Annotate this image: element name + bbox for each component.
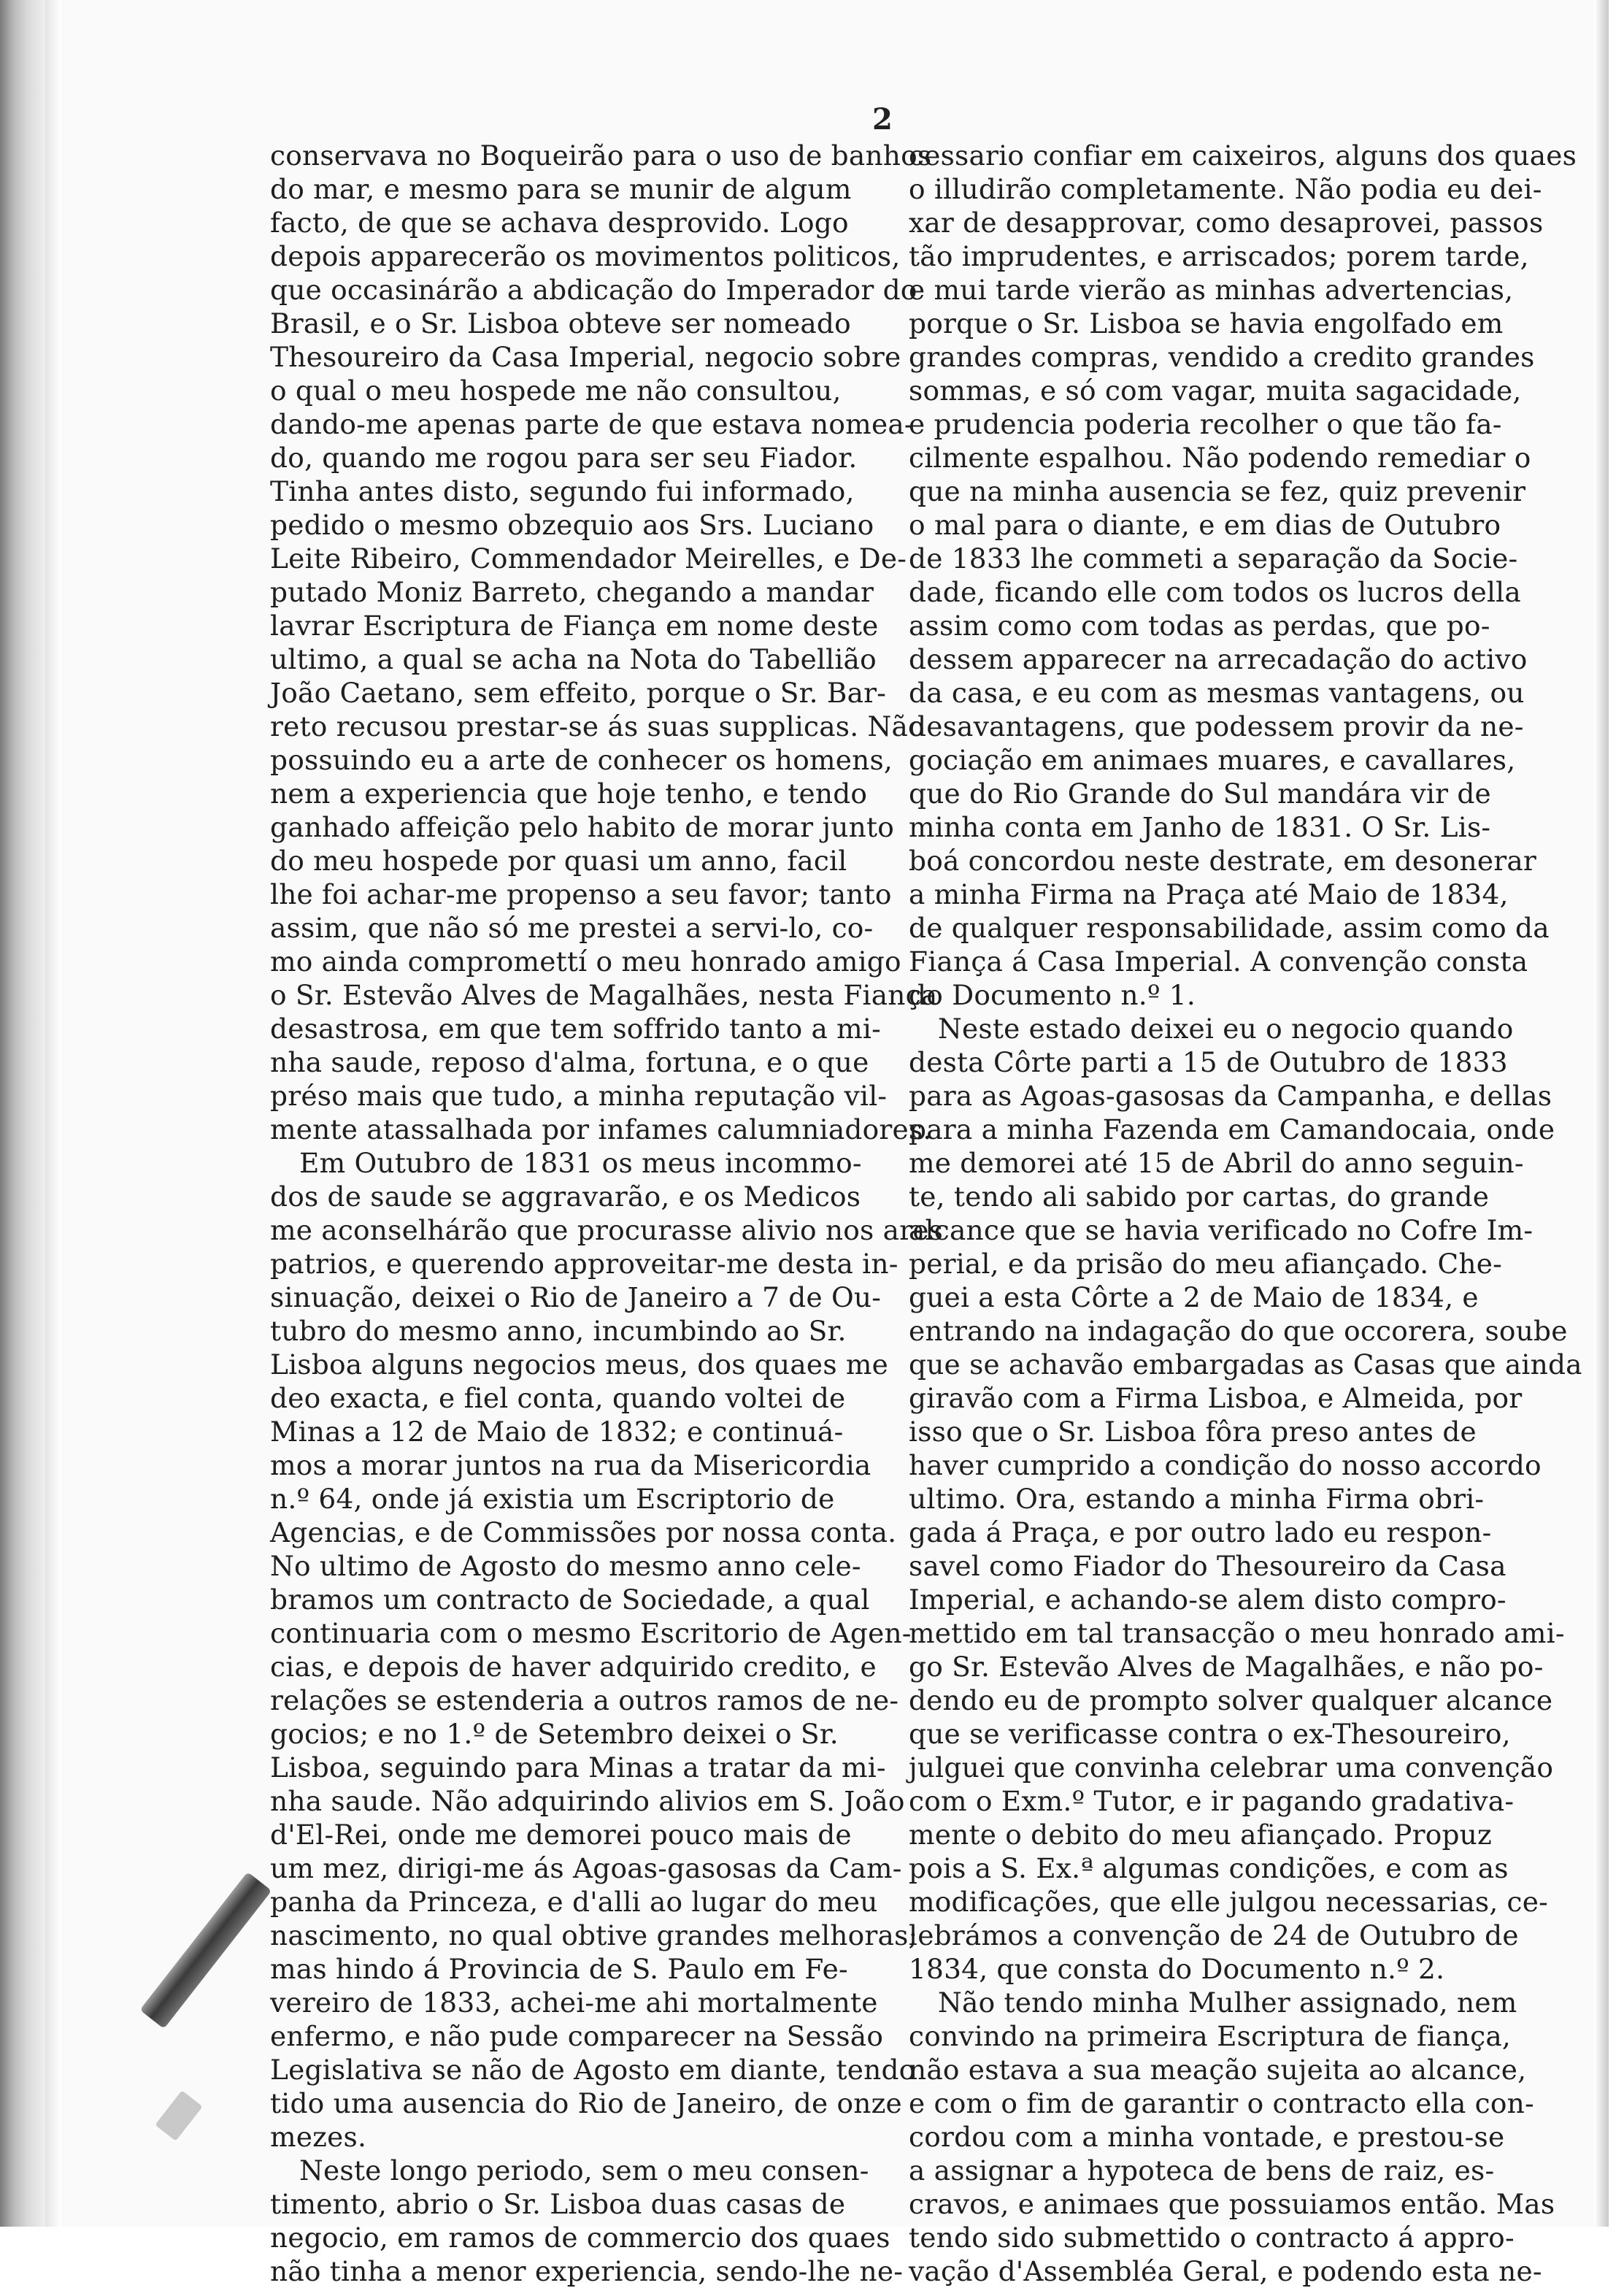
- text-line: que se achavão embargadas as Casas que ainda: [909, 1348, 1582, 1381]
- text-line: a minha Firma na Praça até Maio de 1834,: [909, 878, 1509, 910]
- text-line: mente atassalhada por infames calumniadores.: [270, 1113, 932, 1145]
- text-line: do, quando me rogou para ser seu Fiador.: [270, 442, 858, 474]
- text-line: e prudencia poderia recolher o que tão fa-: [909, 408, 1502, 440]
- text-line: o illudirão completamente. Não podia eu dei-: [909, 173, 1542, 205]
- text-line: conservava no Boqueirão para o uso de banhos: [270, 139, 932, 172]
- text-line: Agencias, e de Commissões por nossa conta.: [270, 1516, 897, 1548]
- text-line: dessem apparecer na arrecadação do activo: [909, 643, 1528, 675]
- text-line: do mar, e mesmo para se munir de algum: [270, 173, 852, 205]
- text-line: reto recusou prestar-se ás suas supplicas. Não: [270, 710, 925, 742]
- book-binding: [0, 0, 45, 2227]
- text-line: dando-me apenas parte de que estava nomea-: [270, 408, 914, 440]
- text-line: boá concordou neste destrate, em desonerar: [909, 845, 1537, 877]
- text-line: Neste estado deixei eu o negocio quando: [938, 1013, 1514, 1045]
- right-column: [909, 139, 1582, 2288]
- text-line: Lisboa alguns negocios meus, dos quaes me: [270, 1348, 889, 1381]
- text-line: lavrar Escriptura de Fiança em nome deste: [270, 610, 879, 642]
- paragraph: [909, 139, 1577, 1012]
- text-line: cordou com a minha vontade, e prestou-se: [909, 2121, 1505, 2153]
- text-line: desta Côrte parti a 15 de Outubro de 1833: [909, 1046, 1508, 1078]
- text-line: No ultimo de Agosto do mesmo anno cele-: [270, 1550, 861, 1582]
- text-line: que do Rio Grande do Sul mandára vir de: [909, 778, 1491, 810]
- text-line: dendo eu de prompto solver qualquer alcance: [909, 1684, 1553, 1716]
- text-line: modificações, que elle julgou necessarias, ce-: [909, 1886, 1549, 1918]
- text-line: continuaria com o mesmo Escritorio de Agen-: [270, 1617, 912, 1649]
- text-line: patrios, e querendo approveitar-me desta in-: [270, 1248, 898, 1280]
- text-line: com o Exm.º Tutor, e ir pagando gradativa-: [909, 1785, 1515, 1817]
- paragraph: [909, 1012, 1582, 1986]
- text-line: grandes compras, vendido a credito grandes: [909, 341, 1535, 373]
- text-line: Thesoureiro da Casa Imperial, negocio sobre: [270, 341, 901, 373]
- text-line: da casa, e eu com as mesmas vantagens, ou: [909, 677, 1525, 709]
- text-line: um mez, dirigi-me ás Agoas-gasosas da Cam-: [270, 1852, 902, 1884]
- text-line: 1834, que consta do Documento n.º 2.: [909, 1953, 1445, 1985]
- text-line: ultimo. Ora, estando a minha Firma obri-: [909, 1483, 1485, 1515]
- text-line: desastrosa, em que tem soffrido tanto a mi-: [270, 1013, 881, 1045]
- text-line: relações se estenderia a outros ramos de ne-: [270, 1684, 899, 1716]
- text-line: n.º 64, onde já existia um Escriptorio de: [270, 1483, 835, 1515]
- text-line: Minas a 12 de Maio de 1832; e continuá-: [270, 1416, 844, 1448]
- text-line: go Sr. Estevão Alves de Magalhães, e não po-: [909, 1651, 1544, 1683]
- text-line: mo ainda compromettí o meu honrado amigo: [270, 945, 901, 978]
- paragraph: [909, 1986, 1555, 2288]
- text-line: assim, que não só me prestei a servi-lo, co-: [270, 912, 874, 944]
- text-line: do Documento n.º 1.: [909, 979, 1196, 1011]
- text-line: convindo na primeira Escriptura de fiança,: [909, 2020, 1512, 2052]
- text-line: porque o Sr. Lisboa se havia engolfado em: [909, 307, 1504, 339]
- text-line: guei a esta Côrte a 2 de Maio de 1834, e: [909, 1281, 1479, 1313]
- text-line: para as Agoas-gasosas da Campanha, e dellas: [909, 1080, 1552, 1112]
- text-line: tubro do mesmo anno, incumbindo ao Sr.: [270, 1315, 847, 1347]
- text-line: a assignar a hypoteca de bens de raiz, es-: [909, 2154, 1495, 2187]
- text-line: para a minha Fazenda em Camandocaia, onde: [909, 1113, 1555, 1145]
- left-column: [270, 139, 944, 2288]
- text-line: Brasil, e o Sr. Lisboa obteve ser nomeado: [270, 307, 851, 339]
- text-line: d'El-Rei, onde me demorei pouco mais de: [270, 1819, 852, 1851]
- text-line: do meu hospede por quasi um anno, facil: [270, 845, 847, 877]
- text-line: savel como Fiador do Thesoureiro da Casa: [909, 1550, 1506, 1582]
- text-line: depois apparecerão os movimentos politicos,: [270, 240, 901, 272]
- text-line: tão imprudentes, e arriscados; porem tarde,: [909, 240, 1529, 272]
- text-line: me aconselhárão que procurasse alivio nos ares: [270, 1214, 944, 1246]
- page-number: 2: [872, 102, 893, 137]
- text-line: Leite Ribeiro, Commendador Meirelles, e De-: [270, 542, 907, 575]
- text-line: mettido em tal transacção o meu honrado ami-: [909, 1617, 1565, 1649]
- text-line: desavantagens, que podessem provir da ne-: [909, 710, 1524, 742]
- text-line: Neste longo periodo, sem o meu consen-: [299, 2154, 869, 2187]
- text-line: perial, e da prisão do meu afiançado. Che-: [909, 1248, 1503, 1280]
- page-edge-shadow: [1594, 0, 1609, 2227]
- text-line: não tinha a menor experiencia, sendo-lhe ne-: [270, 2255, 904, 2287]
- text-line: que occasinárão a abdicação do Imperador do: [270, 274, 917, 306]
- text-line: putado Moniz Barreto, chegando a mandar: [270, 576, 874, 608]
- text-line: julguei que convinha celebrar uma convenção: [909, 1751, 1554, 1784]
- text-line: Em Outubro de 1831 os meus incommo-: [299, 1147, 862, 1179]
- text-line: sinuação, deixei o Rio de Janeiro a 7 de Ou-: [270, 1281, 882, 1313]
- text-line: pedido o mesmo obzequio aos Srs. Luciano: [270, 509, 874, 541]
- text-line: gociação em animaes muares, e cavallares,: [909, 744, 1516, 776]
- text-line: que se verificasse contra o ex-Thesoureiro,: [909, 1718, 1511, 1750]
- text-line: cravos, e animaes que possuiamos então. Mas: [909, 2188, 1555, 2220]
- text-line: nascimento, no qual obtive grandes melhoras;: [270, 1919, 918, 1951]
- text-line: haver cumprido a condição do nosso accordo: [909, 1449, 1542, 1481]
- text-line: te, tendo ali sabido por cartas, do grande: [909, 1181, 1490, 1213]
- text-line: lhe foi achar-me propenso a seu favor; tanto: [270, 878, 892, 910]
- text-line: panha da Princeza, e d'alli ao lugar do meu: [270, 1886, 878, 1918]
- text-line: Lisboa, seguindo para Minas a tratar da mi-: [270, 1751, 886, 1784]
- text-line: dos de saude se aggravarão, e os Medicos: [270, 1181, 861, 1213]
- text-line: mos a morar juntos na rua da Misericordia: [270, 1449, 871, 1481]
- text-line: assim como com todas as perdas, que po-: [909, 610, 1490, 642]
- text-line: ultimo, a qual se acha na Nota do Tabellião: [270, 643, 877, 675]
- text-line: pois a S. Ex.ª algumas condições, e com as: [909, 1852, 1509, 1884]
- text-line: nem a experiencia que hoje tenho, e tendo: [270, 778, 868, 810]
- text-line: mas hindo á Provincia de S. Paulo em Fe-: [270, 1953, 848, 1985]
- text-line: o qual o meu hospede me não consultou,: [270, 375, 842, 407]
- text-line: cessario confiar em caixeiros, alguns dos quaes: [909, 139, 1577, 172]
- text-line: xar de desapprovar, como desaprovei, passos: [909, 207, 1544, 239]
- text-line: o Sr. Estevão Alves de Magalhães, nesta Fiança: [270, 979, 938, 1011]
- paragraph: [270, 139, 938, 1146]
- text-line: ganhado affeição pelo habito de morar junto: [270, 811, 895, 843]
- text-line: mezes.: [270, 2121, 367, 2153]
- text-line: nha saude. Não adquirindo alivios em S. João: [270, 1785, 905, 1817]
- text-line: cias, e depois de haver adquirido credito, e: [270, 1651, 877, 1683]
- text-line: cilmente espalhou. Não podendo remediar o: [909, 442, 1531, 474]
- text-line: possuindo eu a arte de conhecer os homens,: [270, 744, 893, 776]
- text-line: vação d'Assembléa Geral, e podendo esta ne-: [909, 2255, 1542, 2287]
- text-line: gocios; e no 1.º de Setembro deixei o Sr.: [270, 1718, 839, 1750]
- binding-edge: [45, 0, 61, 2227]
- text-line: Não tendo minha Mulher assignado, nem: [938, 1986, 1517, 2019]
- text-line: dade, ficando elle com todos os lucros della: [909, 576, 1521, 608]
- text-line: Imperial, e achando-se alem disto compro-: [909, 1583, 1506, 1616]
- text-line: de qualquer responsabilidade, assim como da: [909, 912, 1550, 944]
- text-line: enfermo, e não pude comparecer na Sessão: [270, 2020, 884, 2052]
- text-line: giravão com a Firma Lisboa, e Almeida, por: [909, 1382, 1523, 1414]
- text-line: Legislativa se não de Agosto em diante, tendo: [270, 2054, 916, 2086]
- text-line: entrando na indagação do que occorera, soube: [909, 1315, 1568, 1347]
- paragraph: [270, 2154, 904, 2288]
- paragraph: [270, 1146, 944, 2154]
- text-line: bramos um contracto de Sociedade, a qual: [270, 1583, 870, 1616]
- text-line: e com o fim de garantir o contracto ella con-: [909, 2087, 1534, 2119]
- text-line: minha conta em Janho de 1831. O Sr. Lis-: [909, 811, 1491, 843]
- text-line: mente o debito do meu afiançado. Propuz: [909, 1819, 1492, 1851]
- text-line: me demorei até 15 de Abril do anno seguin-: [909, 1147, 1524, 1179]
- text-line: de 1833 lhe commeti a separação da Socie-: [909, 542, 1518, 575]
- text-line: tido uma ausencia do Rio de Janeiro, de onze: [270, 2087, 902, 2119]
- text-line: deo exacta, e fiel conta, quando voltei de: [270, 1382, 846, 1414]
- text-line: alcance que se havia verificado no Cofre Im-: [909, 1214, 1533, 1246]
- text-line: João Caetano, sem effeito, porque o Sr. Bar-: [270, 677, 887, 709]
- text-line: vereiro de 1833, achei-me ahi mortalmente: [270, 1986, 878, 2019]
- text-line: tendo sido submettido o contracto á appro-: [909, 2222, 1515, 2254]
- text-line: sommas, e só com vagar, muita sagacidade,: [909, 375, 1522, 407]
- text-line: facto, de que se achava desprovido. Logo: [270, 207, 849, 239]
- text-line: nha saude, reposo d'alma, fortuna, e o que: [270, 1046, 869, 1078]
- text-line: préso mais que tudo, a minha reputação vil-: [270, 1080, 888, 1112]
- text-line: não estava a sua meação sujeita ao alcance,: [909, 2054, 1527, 2086]
- text-line: e mui tarde vierão as minhas advertencias,: [909, 274, 1514, 306]
- text-line: que na minha ausencia se fez, quiz prevenir: [909, 475, 1526, 507]
- text-line: lebrámos a convenção de 24 de Outubro de: [909, 1919, 1519, 1951]
- text-line: gada á Praça, e por outro lado eu respon-: [909, 1516, 1492, 1548]
- text-line: negocio, em ramos de commercio dos quaes: [270, 2222, 890, 2254]
- text-line: Fiança á Casa Imperial. A convenção consta: [909, 945, 1528, 978]
- text-line: o mal para o diante, e em dias de Outubro: [909, 509, 1501, 541]
- text-line: Tinha antes disto, segundo fui informado,: [270, 475, 855, 507]
- text-line: timento, abrio o Sr. Lisboa duas casas de: [270, 2188, 846, 2220]
- text-line: isso que o Sr. Lisboa fôra preso antes de: [909, 1416, 1477, 1448]
